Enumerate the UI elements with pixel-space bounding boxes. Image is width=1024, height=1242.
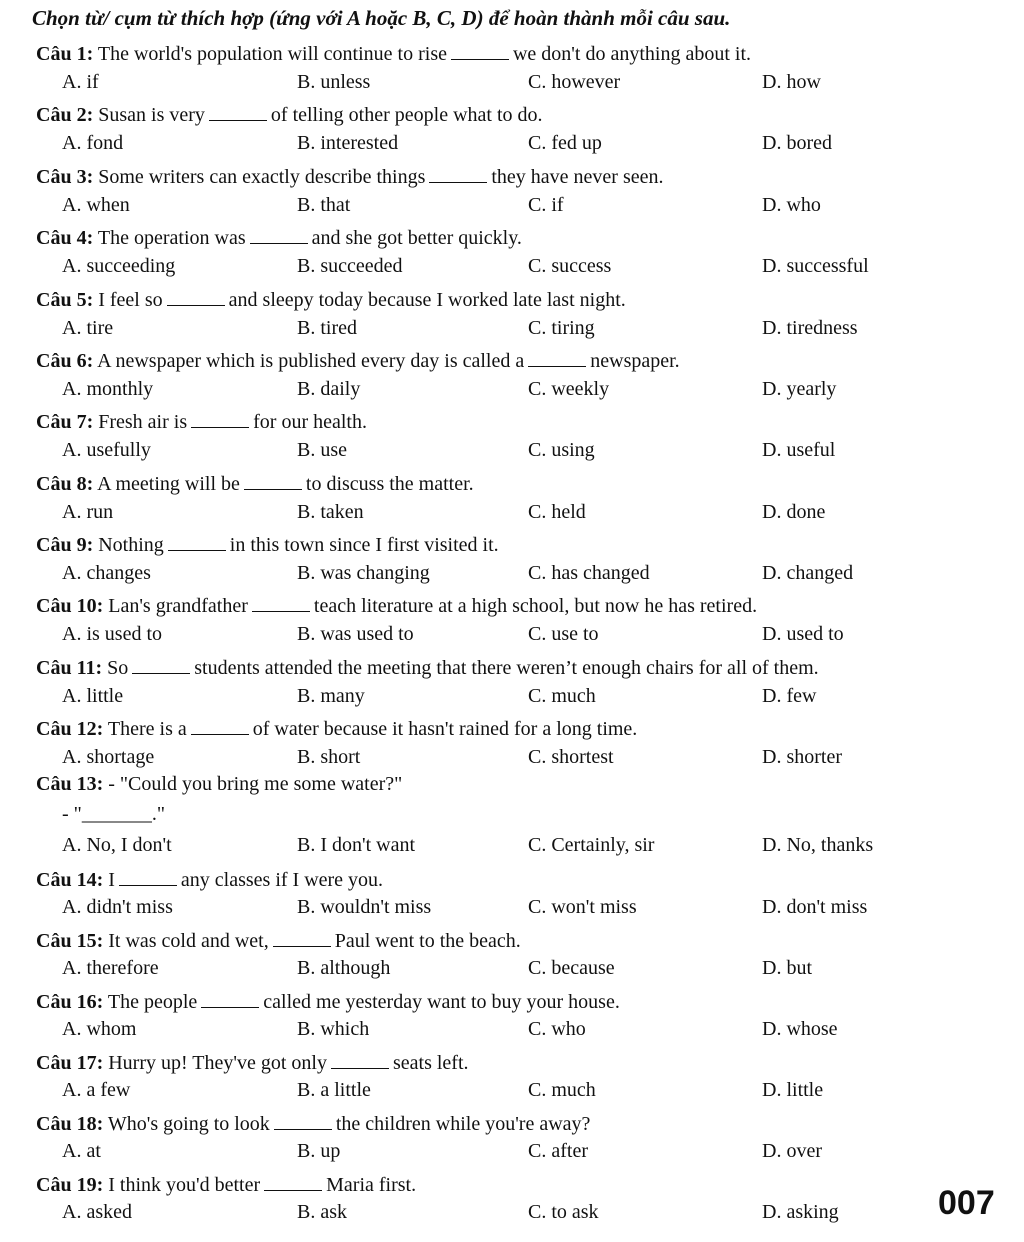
question-text-after: of telling other people what to do.	[270, 104, 543, 126]
option-letter: D.	[762, 194, 782, 216]
question-number: Câu 8:	[36, 473, 94, 495]
answer-option-a: A. tire	[62, 317, 114, 339]
answer-option-c: C. much	[528, 1079, 596, 1101]
question-text-before: It was cold and wet,	[108, 930, 269, 952]
question-number: Câu 15:	[36, 930, 104, 952]
option-letter: B.	[297, 194, 316, 216]
option-letter: A.	[62, 71, 82, 93]
answer-option-b: B. taken	[297, 501, 364, 523]
question-text-before: A newspaper which is published every day is called a	[97, 350, 525, 372]
answer-option-d: D. over	[762, 1140, 822, 1162]
question-stem	[36, 1112, 590, 1136]
option-letter: A.	[62, 1201, 82, 1223]
option-letter: B.	[297, 132, 316, 154]
question-number: Câu 4:	[36, 227, 94, 249]
question-stem	[36, 772, 402, 796]
option-letter: D.	[762, 501, 782, 523]
answer-option-a: A. asked	[62, 1201, 132, 1223]
option-letter: A.	[62, 194, 82, 216]
option-letter: C.	[528, 1018, 547, 1040]
option-letter: A.	[62, 746, 82, 768]
question-number: Câu 16:	[36, 991, 104, 1013]
option-letter: C.	[528, 439, 547, 461]
answer-options	[0, 316, 1024, 340]
question-text-before: So	[107, 657, 129, 679]
answer-option-d: D. don't miss	[762, 896, 868, 918]
answer-options	[0, 833, 1024, 857]
option-letter: D.	[762, 562, 782, 584]
answer-option-a: A. run	[62, 501, 114, 523]
answer-option-a: A. didn't miss	[62, 896, 173, 918]
answer-option-b: B. a little	[297, 1079, 371, 1101]
question-text-before: I feel so	[98, 289, 163, 311]
answer-options	[0, 377, 1024, 401]
question-text-after: in this town since I first visited it.	[229, 534, 499, 556]
option-letter: C.	[528, 623, 547, 645]
option-letter: B.	[297, 834, 316, 856]
option-letter: A.	[62, 1079, 82, 1101]
answer-options	[0, 254, 1024, 278]
answer-blank	[264, 1176, 322, 1191]
question-stem	[36, 533, 499, 557]
question-text-after: and sleepy today because I worked late last night.	[228, 289, 626, 311]
option-letter: A.	[62, 834, 82, 856]
answer-blank	[167, 291, 225, 306]
question-stem	[36, 288, 626, 312]
option-letter: A.	[62, 896, 82, 918]
option-letter: C.	[528, 132, 547, 154]
answer-option-b: B. succeeded	[297, 255, 403, 277]
answer-option-c: C. who	[528, 1018, 586, 1040]
option-letter: B.	[297, 501, 316, 523]
option-letter: B.	[297, 562, 316, 584]
question-text-after: newspaper.	[590, 350, 680, 372]
question-text-after: teach literature at a high school, but now he has retired.	[313, 595, 758, 617]
answer-blank	[119, 871, 177, 886]
answer-option-b: B. tired	[297, 317, 357, 339]
question-text-after: the children while you're away?	[335, 1113, 591, 1135]
answer-blank	[191, 720, 249, 735]
option-letter: D.	[762, 317, 782, 339]
answer-option-a: A. therefore	[62, 957, 159, 979]
answer-option-c: C. however	[528, 71, 621, 93]
option-letter: C.	[528, 834, 547, 856]
answer-options	[0, 131, 1024, 155]
option-letter: B.	[297, 896, 316, 918]
question-stem	[36, 472, 474, 496]
option-letter: B.	[297, 378, 316, 400]
answer-option-a: A. succeeding	[62, 255, 176, 277]
question-stem	[36, 42, 751, 66]
answer-option-b: B. daily	[297, 378, 361, 400]
answer-option-d: D. yearly	[762, 378, 837, 400]
answer-option-c: C. success	[528, 255, 612, 277]
answer-option-c: C. tiring	[528, 317, 595, 339]
option-letter: B.	[297, 1201, 316, 1223]
option-letter: A.	[62, 132, 82, 154]
answer-option-d: D. successful	[762, 255, 869, 277]
answer-option-d: D. used to	[762, 623, 844, 645]
option-letter: D.	[762, 132, 782, 154]
answer-blank	[209, 106, 267, 121]
question-text-after: they have never seen.	[491, 166, 664, 188]
question-text-before: Fresh air is	[98, 411, 188, 433]
option-letter: B.	[297, 957, 316, 979]
question-text-before: Some writers can exactly describe things	[98, 166, 426, 188]
answer-option-c: C. to ask	[528, 1201, 599, 1223]
answer-option-b: B. which	[297, 1018, 370, 1040]
question-stem	[36, 868, 383, 892]
answer-option-a: A. at	[62, 1140, 101, 1162]
answer-options	[0, 70, 1024, 94]
question-stem	[36, 990, 620, 1014]
option-letter: A.	[62, 685, 82, 707]
answer-blank	[273, 932, 331, 947]
option-letter: A.	[62, 501, 82, 523]
answer-options	[0, 1078, 1024, 1102]
option-letter: C.	[528, 255, 547, 277]
answer-option-a: A. if	[62, 71, 99, 93]
option-letter: A.	[62, 378, 82, 400]
answer-options	[0, 1017, 1024, 1041]
option-letter: C.	[528, 501, 547, 523]
question-text-before: The operation was	[97, 227, 246, 249]
answer-blank	[191, 413, 249, 428]
option-letter: D.	[762, 685, 782, 707]
answer-blank	[132, 659, 190, 674]
question-stem	[36, 349, 680, 373]
answer-option-b: B. interested	[297, 132, 399, 154]
question-text-before: The world's population will continue to rise	[97, 43, 447, 65]
answer-options	[0, 745, 1024, 769]
option-letter: B.	[297, 623, 316, 645]
question-text-after: Maria first.	[326, 1174, 417, 1196]
answer-options	[0, 895, 1024, 919]
answer-option-b: B. short	[297, 746, 361, 768]
answer-blank	[331, 1054, 389, 1069]
option-letter: D.	[762, 1079, 782, 1101]
question-text-before: I think you'd better	[108, 1174, 261, 1196]
answer-option-b: B. that	[297, 194, 351, 216]
question-number: Câu 13:	[36, 773, 104, 795]
answer-option-a: A. a few	[62, 1079, 131, 1101]
answer-option-a: A. whom	[62, 1018, 137, 1040]
answer-option-b: B. unless	[297, 71, 371, 93]
answer-option-c: C. after	[528, 1140, 588, 1162]
answer-options	[0, 622, 1024, 646]
option-letter: D.	[762, 378, 782, 400]
question-text-before: Susan is very	[98, 104, 205, 126]
question-number: Câu 11:	[36, 657, 103, 679]
option-letter: B.	[297, 1079, 316, 1101]
question-number: Câu 6:	[36, 350, 94, 372]
option-letter: B.	[297, 71, 316, 93]
question-number: Câu 18:	[36, 1113, 104, 1135]
answer-blank	[274, 1115, 332, 1130]
answer-option-a: A. shortage	[62, 746, 155, 768]
option-letter: A.	[62, 255, 82, 277]
answer-option-b: B. although	[297, 957, 391, 979]
question-number: Câu 7:	[36, 411, 94, 433]
answer-options	[0, 500, 1024, 524]
option-letter: C.	[528, 562, 547, 584]
option-letter: D.	[762, 1018, 782, 1040]
option-letter: C.	[528, 896, 547, 918]
answer-option-d: D. done	[762, 501, 826, 523]
answer-blank	[250, 229, 308, 244]
answer-option-b: B. was changing	[297, 562, 430, 584]
question-stem	[36, 656, 819, 680]
answer-option-d: D. who	[762, 194, 821, 216]
answer-option-a: A. usefully	[62, 439, 151, 461]
answer-blank	[528, 352, 586, 367]
option-letter: B.	[297, 1140, 316, 1162]
option-letter: D.	[762, 957, 782, 979]
answer-option-a: A. monthly	[62, 378, 154, 400]
answer-option-b: B. I don't want	[297, 834, 416, 856]
answer-option-a: A. is used to	[62, 623, 163, 645]
answer-option-c: C. Certainly, sir	[528, 834, 655, 856]
question-text-after: students attended the meeting that there weren’t enough chairs for all of them.	[194, 657, 819, 679]
question-text-after: of water because it hasn't rained for a long time.	[252, 718, 638, 740]
option-letter: A.	[62, 957, 82, 979]
option-letter: D.	[762, 1140, 782, 1162]
option-letter: C.	[528, 957, 547, 979]
answer-option-d: D. asking	[762, 1201, 839, 1223]
question-text-before: Lan's grandfather	[108, 595, 248, 617]
answer-option-b: B. up	[297, 1140, 341, 1162]
question-text-after: called me yesterday want to buy your house.	[263, 991, 620, 1013]
answer-option-b: B. was used to	[297, 623, 414, 645]
option-letter: D.	[762, 746, 782, 768]
option-letter: D.	[762, 255, 782, 277]
question-stem	[36, 594, 757, 618]
question-text-after: seats left.	[392, 1052, 469, 1074]
question-stem	[36, 1173, 416, 1197]
question-text-before: Nothing	[98, 534, 164, 556]
question-text-after: any classes if I were you.	[180, 869, 384, 891]
option-letter: A.	[62, 1140, 82, 1162]
option-letter: C.	[528, 1079, 547, 1101]
answer-option-a: A. fond	[62, 132, 124, 154]
answer-option-a: A. changes	[62, 562, 151, 584]
answer-option-d: D. few	[762, 685, 817, 707]
question-stem	[36, 226, 522, 250]
question-text-after: and she got better quickly.	[311, 227, 522, 249]
question-text-before: The people	[107, 991, 198, 1013]
option-letter: D.	[762, 439, 782, 461]
question-text-after: for our health.	[253, 411, 367, 433]
question-number: Câu 17:	[36, 1052, 104, 1074]
answer-option-c: C. using	[528, 439, 595, 461]
question-stem	[36, 410, 367, 434]
option-letter: D.	[762, 623, 782, 645]
answer-option-d: D. how	[762, 71, 821, 93]
answer-option-d: D. No, thanks	[762, 834, 874, 856]
answer-option-c: C. weekly	[528, 378, 610, 400]
answer-option-b: B. ask	[297, 1201, 348, 1223]
option-letter: B.	[297, 317, 316, 339]
answer-option-d: D. but	[762, 957, 813, 979]
question-stem	[36, 929, 521, 953]
option-letter: B.	[297, 746, 316, 768]
answer-blank	[168, 536, 226, 551]
option-letter: C.	[528, 71, 547, 93]
question-number: Câu 3:	[36, 166, 94, 188]
question-text-after: we don't do anything about it.	[512, 43, 752, 65]
question-number: Câu 2:	[36, 104, 94, 126]
option-letter: D.	[762, 71, 782, 93]
option-letter: D.	[762, 896, 782, 918]
answer-option-d: D. changed	[762, 562, 854, 584]
answer-blank	[429, 168, 487, 183]
option-letter: A.	[62, 439, 82, 461]
question-text-before: I	[108, 869, 115, 891]
dialogue-response-line: - "_______."	[62, 803, 165, 825]
option-letter: C.	[528, 317, 547, 339]
option-letter: A.	[62, 317, 82, 339]
answer-blank	[252, 597, 310, 612]
option-letter: B.	[297, 439, 316, 461]
option-letter: C.	[528, 378, 547, 400]
option-letter: C.	[528, 1140, 547, 1162]
answer-option-d: D. little	[762, 1079, 824, 1101]
option-letter: C.	[528, 685, 547, 707]
option-letter: C.	[528, 194, 547, 216]
option-letter: A.	[62, 1018, 82, 1040]
answer-option-c: C. because	[528, 957, 615, 979]
answer-option-b: B. many	[297, 685, 365, 707]
option-letter: C.	[528, 1201, 547, 1223]
question-text-before: Hurry up! They've got only	[108, 1052, 327, 1074]
question-number: Câu 9:	[36, 534, 94, 556]
instruction-heading: Chọn từ/ cụm từ thích hợp (ứng với A hoặc B, C, D) để hoàn thành mỗi câu sau.	[32, 6, 731, 30]
answer-option-b: B. wouldn't miss	[297, 896, 432, 918]
answer-options	[0, 561, 1024, 585]
answer-options	[0, 1200, 1024, 1224]
answer-option-c: C. won't miss	[528, 896, 637, 918]
page-code: 007	[938, 1184, 995, 1222]
option-letter: D.	[762, 1201, 782, 1223]
question-text-after: to discuss the matter.	[305, 473, 474, 495]
question-number: Câu 14:	[36, 869, 104, 891]
answer-options	[0, 193, 1024, 217]
answer-option-c: C. fed up	[528, 132, 602, 154]
answer-options	[0, 684, 1024, 708]
option-letter: B.	[297, 1018, 316, 1040]
answer-blank	[244, 475, 302, 490]
question-stem	[36, 1051, 469, 1075]
answer-blank	[201, 993, 259, 1008]
answer-option-c: C. has changed	[528, 562, 650, 584]
answer-option-c: C. shortest	[528, 746, 614, 768]
option-letter: D.	[762, 834, 782, 856]
answer-option-a: A. No, I don't	[62, 834, 172, 856]
answer-option-d: D. useful	[762, 439, 836, 461]
answer-options	[0, 438, 1024, 462]
option-letter: B.	[297, 255, 316, 277]
question-text-before: A meeting will be	[97, 473, 240, 495]
answer-option-d: D. bored	[762, 132, 832, 154]
answer-option-c: C. held	[528, 501, 586, 523]
answer-option-a: A. little	[62, 685, 124, 707]
answer-option-c: C. much	[528, 685, 596, 707]
option-letter: A.	[62, 623, 82, 645]
answer-option-d: D. tiredness	[762, 317, 858, 339]
answer-option-c: C. use to	[528, 623, 599, 645]
question-stem	[36, 165, 664, 189]
question-stem	[36, 103, 543, 127]
answer-option-d: D. shorter	[762, 746, 842, 768]
question-text-after: Paul went to the beach.	[334, 930, 521, 952]
question-number: Câu 19:	[36, 1174, 104, 1196]
answer-option-d: D. whose	[762, 1018, 838, 1040]
question-number: Câu 12:	[36, 718, 104, 740]
question-stem	[36, 717, 637, 741]
question-text-before: - "Could you bring me some water?"	[108, 773, 403, 795]
question-text-before: There is a	[107, 718, 187, 740]
question-number: Câu 10:	[36, 595, 104, 617]
option-letter: A.	[62, 562, 82, 584]
answer-option-c: C. if	[528, 194, 564, 216]
option-letter: B.	[297, 685, 316, 707]
question-text-before: Who's going to look	[107, 1113, 270, 1135]
answer-option-a: A. when	[62, 194, 130, 216]
answer-options	[0, 956, 1024, 980]
answer-option-b: B. use	[297, 439, 348, 461]
question-number: Câu 5:	[36, 289, 94, 311]
option-letter: C.	[528, 746, 547, 768]
question-number: Câu 1:	[36, 43, 94, 65]
answer-options	[0, 1139, 1024, 1163]
answer-blank	[451, 45, 509, 60]
